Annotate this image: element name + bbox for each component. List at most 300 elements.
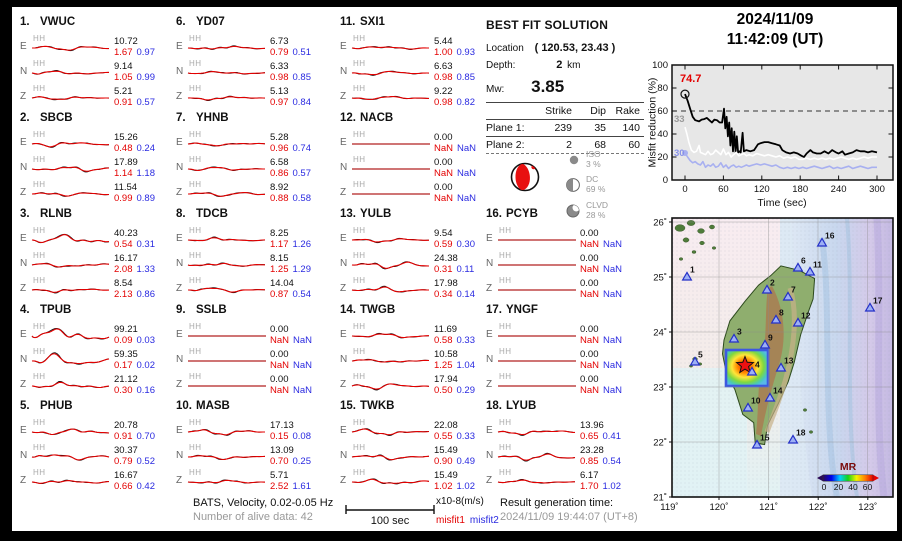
- trace-values: [270, 278, 311, 300]
- component-row-n: [486, 443, 638, 468]
- synthetic-trace: [32, 97, 109, 100]
- component-label: E: [176, 233, 183, 244]
- misfit1-value: 0.48: [114, 142, 133, 154]
- trace-area: [31, 34, 111, 59]
- channel-label: HH: [353, 226, 366, 235]
- trace-values: [270, 420, 311, 442]
- component-label: E: [20, 137, 27, 148]
- channel-label: HH: [33, 84, 46, 93]
- trace-area: [351, 155, 431, 180]
- component-label: Z: [486, 379, 493, 390]
- station-map-number-13: 13: [784, 355, 794, 366]
- amplitude-value: 17.98: [434, 277, 458, 289]
- component-label: N: [176, 258, 184, 269]
- channel-label: HH: [353, 251, 366, 260]
- station-block: [340, 208, 492, 303]
- synthetic-trace: [352, 360, 429, 362]
- trace-area: [497, 347, 577, 372]
- trace-values: [434, 253, 474, 275]
- alive-data-count: Number of alive data: 42: [193, 511, 313, 523]
- channel-label: HH: [33, 443, 46, 452]
- trace-area: [351, 276, 431, 301]
- annotation-74.7: 74.7: [680, 73, 702, 85]
- amplitude-value: 23.28: [580, 444, 604, 456]
- component-row-n: [176, 155, 328, 180]
- station-header: [176, 112, 328, 130]
- trace-area: [187, 418, 267, 443]
- clvd-label: CLVD: [586, 200, 609, 210]
- trace-area: [187, 347, 267, 372]
- component-row-z: [176, 84, 328, 109]
- component-row-n: [176, 251, 328, 276]
- colorbar-tick: 0: [821, 482, 827, 492]
- clvd-percent: 28 %: [586, 209, 606, 220]
- station-number: 1.: [20, 16, 30, 28]
- component-row-z: [486, 276, 638, 301]
- channel-label: HH: [189, 180, 202, 189]
- station-header: [486, 304, 638, 322]
- misfit2-value: NaN: [457, 167, 477, 179]
- component-row-e: [176, 418, 328, 443]
- misfit2-value: 1.26: [292, 238, 311, 250]
- colorbar-tick: 40: [848, 482, 858, 492]
- trace-values: [270, 36, 311, 58]
- channel-label: HH: [499, 226, 512, 235]
- station-map-number-11: 11: [813, 259, 822, 270]
- component-row-e: [20, 130, 172, 155]
- misfit1-value: 1.00: [434, 46, 453, 58]
- misfit2-value: 0.14: [456, 288, 475, 300]
- location-value: ( 120.53, 23.43 ): [534, 42, 616, 54]
- misfit2-value: NaN: [603, 334, 623, 346]
- component-row-n: [486, 251, 638, 276]
- station-number: 5.: [20, 400, 30, 412]
- trace-values: [434, 61, 475, 83]
- mw-value: 3.85: [531, 77, 565, 96]
- solution-title: BEST FIT SOLUTION: [486, 18, 609, 32]
- channel-label: HH: [353, 347, 366, 356]
- component-row-n: [20, 443, 172, 468]
- station-block: [176, 112, 328, 207]
- y-tick-label: 20: [657, 152, 668, 163]
- component-label: Z: [176, 283, 183, 294]
- synthetic-trace: [352, 71, 429, 74]
- trace-area: [31, 155, 111, 180]
- trace-area: [31, 418, 111, 443]
- synthetic-trace: [352, 97, 429, 100]
- amplitude-value: 0.00: [580, 348, 599, 360]
- trace-area: [187, 130, 267, 155]
- lat-label: 26˚: [653, 217, 667, 229]
- dc-label: DC: [586, 174, 599, 184]
- station-code: YULB: [360, 208, 392, 220]
- station-block: [340, 16, 492, 111]
- component-row-e: [176, 130, 328, 155]
- trace-values: [114, 420, 155, 442]
- channel-label: HH: [499, 468, 512, 477]
- component-row-z: [20, 372, 172, 397]
- channel-label: HH: [33, 59, 46, 68]
- synthetic-trace: [352, 384, 429, 389]
- synthetic-trace: [188, 97, 265, 100]
- misfit2-value: 0.25: [292, 455, 311, 467]
- amplitude-value: 99.21: [114, 323, 138, 335]
- misfit1-value: 0.98: [434, 96, 453, 108]
- component-label: E: [176, 329, 183, 340]
- trace-values: [114, 445, 155, 467]
- channel-label: HH: [189, 276, 202, 285]
- component-row-e: [176, 226, 328, 251]
- synthetic-trace: [32, 46, 109, 50]
- station-block: [176, 16, 328, 111]
- depth-label: Depth:: [486, 60, 516, 71]
- misfit2-value: NaN: [603, 238, 623, 250]
- trace-area: [351, 322, 431, 347]
- component-row-z: [20, 84, 172, 109]
- station-map-number-18: 18: [796, 427, 806, 438]
- component-row-e: [20, 418, 172, 443]
- channel-label: HH: [189, 322, 202, 331]
- amplitude-value: 8.25: [270, 227, 289, 239]
- station-map-number-3: 3: [737, 326, 742, 337]
- channel-label: HH: [33, 372, 46, 381]
- trace-area: [497, 418, 577, 443]
- misfit1-value: NaN: [580, 288, 600, 300]
- station-map-number-1: 1: [690, 264, 695, 275]
- synthetic-trace: [188, 168, 265, 171]
- amplitude-value: 10.72: [114, 35, 138, 47]
- misfit1-value: NaN: [270, 334, 290, 346]
- dip-header: Dip: [590, 105, 606, 117]
- channel-label: HH: [353, 155, 366, 164]
- component-label: E: [486, 425, 493, 436]
- fault-plane-table: [486, 102, 644, 154]
- misfit1-value: 0.54: [114, 238, 133, 250]
- channel-label: HH: [33, 34, 46, 43]
- trace-area: [31, 251, 111, 276]
- component-row-z: [486, 372, 638, 397]
- trace-area: [351, 468, 431, 493]
- component-label: N: [176, 162, 184, 173]
- trace-area: [187, 180, 267, 205]
- clvd-decomposition: [564, 201, 608, 220]
- lat-label: 24˚: [653, 327, 667, 339]
- channel-label: HH: [33, 322, 46, 331]
- channel-label: HH: [353, 276, 366, 285]
- trace-values: [114, 36, 155, 58]
- channel-label: HH: [189, 84, 202, 93]
- station-code: YD07: [196, 16, 225, 28]
- amplitude-value: 6.33: [270, 60, 289, 72]
- focal-mechanism-beachball: [509, 161, 541, 193]
- trace-area: [31, 180, 111, 205]
- x-tick-label: 180: [792, 184, 809, 192]
- amplitude-value: 5.13: [270, 85, 289, 97]
- station-code: TWKB: [360, 400, 395, 412]
- misfit2-value: NaN: [293, 359, 313, 371]
- misfit2-value: 0.70: [136, 430, 155, 442]
- amplitude-value: 8.54: [114, 277, 133, 289]
- channel-label: HH: [189, 155, 202, 164]
- misfit1-value: 2.08: [114, 263, 133, 275]
- trace-values: [270, 349, 312, 371]
- synthetic-trace: [32, 455, 109, 460]
- misfit1-value: 0.87: [270, 288, 289, 300]
- channel-label: HH: [499, 443, 512, 452]
- station-number: 7.: [176, 112, 186, 124]
- station-block: [176, 400, 328, 495]
- y-tick-label: 80: [657, 83, 668, 94]
- synthetic-trace: [498, 454, 575, 460]
- trace-area: [187, 443, 267, 468]
- iso-decomposition: [566, 150, 601, 169]
- amplitude-value: 20.78: [114, 419, 138, 431]
- component-label: E: [176, 41, 183, 52]
- misfit2-value: 0.51: [292, 46, 311, 58]
- plane2-rake: 60: [628, 139, 640, 151]
- misfit1-value: 0.88: [270, 192, 289, 204]
- amplitude-value: 0.00: [434, 156, 453, 168]
- trace-area: [351, 251, 431, 276]
- trace-values: [114, 228, 155, 250]
- misfit2-value: 0.49: [456, 455, 475, 467]
- station-code: RLNB: [40, 208, 72, 220]
- station-header: [20, 208, 172, 226]
- trace-area: [187, 59, 267, 84]
- amplitude-value: 15.49: [434, 469, 458, 481]
- amplitude-value: 11.69: [434, 323, 458, 335]
- station-block: [486, 304, 638, 399]
- trace-values: [270, 61, 311, 83]
- component-row-z: [176, 276, 328, 301]
- station-number: 8.: [176, 208, 186, 220]
- amplitude-value: 14.04: [270, 277, 294, 289]
- observed-trace: [352, 384, 429, 390]
- station-number: 15.: [340, 400, 356, 412]
- station-block: [20, 16, 172, 111]
- trace-values: [114, 324, 155, 346]
- component-label: N: [340, 66, 348, 77]
- misfit2-value: 0.99: [136, 71, 155, 83]
- misfit1-value: 0.90: [434, 455, 453, 467]
- trace-area: [497, 443, 577, 468]
- component-label: Z: [20, 91, 27, 102]
- trace-values: [114, 349, 155, 371]
- mw-label: Mw:: [486, 84, 505, 95]
- channel-label: HH: [33, 251, 46, 260]
- misfit2-value: NaN: [603, 288, 623, 300]
- trace-area: [497, 251, 577, 276]
- x-tick-label: 0: [682, 184, 688, 192]
- station-code: SSLB: [196, 304, 227, 316]
- amplitude-value: 30.37: [114, 444, 138, 456]
- rake-header: Rake: [615, 105, 640, 117]
- misfit2-value: 0.29: [456, 384, 475, 396]
- trace-area: [187, 155, 267, 180]
- trace-values: [434, 36, 475, 58]
- component-row-e: [176, 322, 328, 347]
- component-row-z: [340, 180, 492, 205]
- amplitude-value: 17.13: [270, 419, 294, 431]
- trace-area: [31, 226, 111, 251]
- table-header-row: [486, 103, 644, 120]
- station-header: [20, 16, 172, 34]
- trace-values: [114, 61, 155, 83]
- component-label: E: [486, 233, 493, 244]
- annotation-30: 30: [674, 148, 685, 159]
- misfit2-value: NaN: [293, 384, 313, 396]
- station-map-number-8: 8: [779, 307, 784, 318]
- synthetic-trace: [352, 47, 429, 49]
- trace-values: [114, 132, 155, 154]
- channel-label: HH: [189, 251, 202, 260]
- misfit1-value: 0.65: [580, 430, 599, 442]
- misfit1-value: NaN: [434, 167, 454, 179]
- trace-values: [434, 324, 475, 346]
- filter-info: BATS, Velocity, 0.02-0.05 Hz: [193, 497, 334, 509]
- misfit2-value: 0.86: [136, 288, 155, 300]
- trace-values: [270, 157, 311, 179]
- misfit2-value: 0.85: [456, 71, 475, 83]
- synthetic-trace: [188, 193, 265, 197]
- station-code: TWGB: [360, 304, 396, 316]
- x-tick-label: 300: [869, 184, 885, 192]
- station-number: 6.: [176, 16, 186, 28]
- misfit1-value: 0.91: [114, 96, 133, 108]
- amplitude-value: 0.00: [580, 277, 599, 289]
- trace-area: [31, 59, 111, 84]
- iso-label: ISO: [586, 149, 601, 159]
- station-code: SBCB: [40, 112, 73, 124]
- component-label: N: [486, 258, 494, 269]
- synthetic-trace: [32, 429, 109, 435]
- component-row-e: [486, 226, 638, 251]
- trace-values: [434, 182, 476, 204]
- component-row-n: [340, 347, 492, 372]
- synthetic-trace: [32, 481, 109, 484]
- synthetic-trace: [352, 456, 429, 460]
- misfit2-value: NaN: [603, 359, 623, 371]
- station-code: TDCB: [196, 208, 228, 220]
- channel-label: HH: [189, 418, 202, 427]
- amplitude-value: 16.67: [114, 469, 138, 481]
- trace-values: [270, 324, 312, 346]
- component-label: N: [340, 354, 348, 365]
- station-block: [20, 208, 172, 303]
- synthetic-trace: [188, 480, 265, 483]
- y-tick-label: 100: [652, 60, 668, 71]
- component-row-n: [340, 251, 492, 276]
- trace-values: [434, 278, 475, 300]
- component-label: N: [340, 258, 348, 269]
- amplitude-value: 40.23: [114, 227, 138, 239]
- trace-values: [114, 182, 155, 204]
- component-row-z: [176, 372, 328, 397]
- amplitude-value: 11.54: [114, 181, 138, 193]
- component-row-e: [20, 322, 172, 347]
- trace-values: [434, 86, 475, 108]
- synthetic-trace: [188, 263, 265, 266]
- channel-label: HH: [33, 155, 46, 164]
- component-label: N: [176, 66, 184, 77]
- trace-values: [270, 228, 311, 250]
- misfit2-value: NaN: [457, 142, 477, 154]
- misfit1-value: 1.25: [434, 359, 453, 371]
- channel-label: HH: [353, 59, 366, 68]
- component-label: Z: [340, 187, 347, 198]
- amplitude-value: 0.00: [580, 227, 599, 239]
- trace-values: [114, 157, 155, 179]
- trace-values: [580, 228, 622, 250]
- trace-values: [270, 86, 311, 108]
- misfit1-value: 0.55: [434, 430, 453, 442]
- trace-area: [497, 226, 577, 251]
- station-number: 14.: [340, 304, 356, 316]
- trace-values: [114, 86, 155, 108]
- component-label: Z: [340, 475, 347, 486]
- component-label: Z: [340, 283, 347, 294]
- misfit1-legend: misfit1: [436, 515, 465, 526]
- synthetic-trace: [352, 262, 429, 268]
- component-label: N: [340, 450, 348, 461]
- misfit2-value: 0.03: [136, 334, 155, 346]
- station-code: LYUB: [506, 400, 537, 412]
- component-row-e: [340, 34, 492, 59]
- misfit1-value: 0.59: [434, 238, 453, 250]
- amplitude-value: 13.96: [580, 419, 604, 431]
- trace-values: [434, 157, 476, 179]
- component-row-z: [20, 180, 172, 205]
- misfit1-value: 0.17: [114, 359, 133, 371]
- station-number: 10.: [176, 400, 192, 412]
- trace-area: [351, 443, 431, 468]
- lon-label: 119˚: [660, 502, 679, 513]
- synthetic-trace: [32, 235, 109, 243]
- synthetic-trace: [32, 167, 109, 171]
- trace-area: [187, 84, 267, 109]
- amplitude-value: 8.15: [270, 252, 289, 264]
- component-row-n: [20, 155, 172, 180]
- amplitude-value: 8.92: [270, 181, 289, 193]
- trace-area: [31, 372, 111, 397]
- trace-area: [187, 226, 267, 251]
- misfit1-value: 1.05: [114, 71, 133, 83]
- dc-percent: 69 %: [586, 183, 606, 194]
- component-row-e: [340, 130, 492, 155]
- misfit1-value: 0.98: [434, 71, 453, 83]
- channel-label: HH: [189, 226, 202, 235]
- synthetic-trace: [188, 456, 265, 460]
- amplitude-value: 13.09: [270, 444, 294, 456]
- channel-label: HH: [189, 372, 202, 381]
- component-row-e: [486, 322, 638, 347]
- synthetic-trace: [188, 430, 265, 435]
- misfit-y-axis-label: Misfit reduction (%): [646, 77, 659, 168]
- misfit-reduction-chart: [640, 60, 902, 192]
- station-header: [176, 16, 328, 34]
- component-label: Z: [20, 187, 27, 198]
- amplitude-value: 6.73: [270, 35, 289, 47]
- result-time-value: 2024/11/09 19:44:07 (UT+8): [500, 511, 638, 523]
- station-map-number-15: 15: [760, 432, 770, 443]
- component-row-z: [340, 84, 492, 109]
- station-map-number-7: 7: [791, 284, 796, 295]
- plane1-row: [486, 120, 644, 137]
- synthetic-trace: [498, 480, 575, 483]
- depth-row: [486, 59, 581, 71]
- synthetic-trace: [32, 193, 109, 196]
- trace-area: [497, 276, 577, 301]
